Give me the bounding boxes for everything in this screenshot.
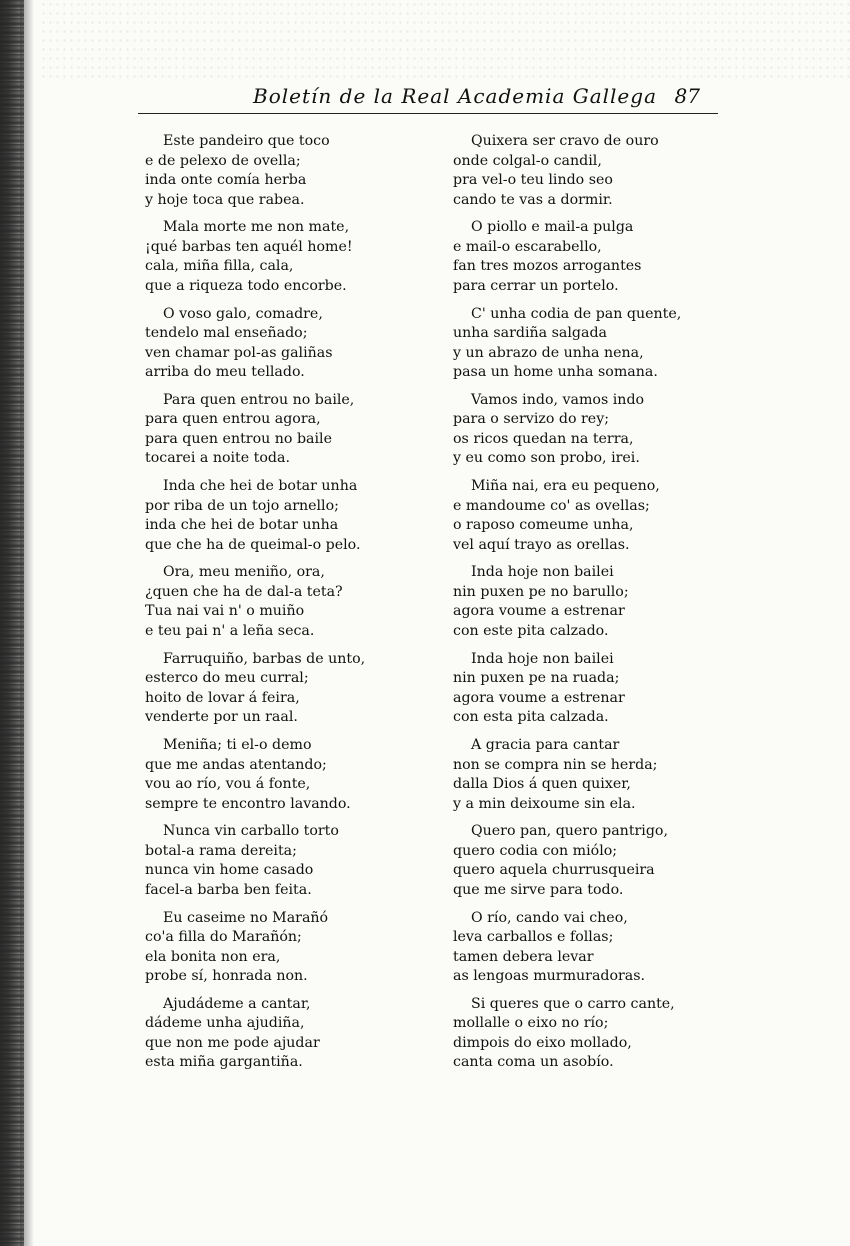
running-header (138, 82, 718, 114)
stanza (453, 218, 713, 296)
verse-line: facel-a barba ben feita. (145, 881, 312, 898)
verse-line: non se compra nin se herda; (453, 756, 658, 773)
verse-line: Inda hoje non bailei (471, 564, 614, 581)
verse-line: A gracia para cantar (471, 737, 620, 754)
journal-title: Boletín de la Real Academia Gallega (253, 84, 657, 108)
verse-line: fan tres mozos arrogantes (453, 258, 642, 275)
verse-line: que non me pode ajudar (145, 1034, 320, 1051)
stanza (145, 391, 385, 469)
stanza (453, 822, 713, 900)
stanza (145, 218, 385, 296)
verse-line: hoito de lovar á feira, (145, 689, 300, 706)
verse-line: nin puxen pe na ruada; (453, 670, 620, 687)
verse-line: Para quen entrou no baile, (163, 391, 355, 408)
stanza (453, 736, 713, 814)
verse-line: para quen entrou agora, (145, 411, 321, 428)
verse-line: cala, miña filla, cala, (145, 258, 294, 275)
verse-line: y un abrazo de unha nena, (453, 344, 644, 361)
verse-line: Meniña; ti el-o demo (163, 737, 312, 754)
verse-line: sempre te encontro lavando. (145, 795, 351, 812)
verse-line: C' unha codia de pan quente, (471, 305, 682, 322)
verse-line: agora voume a estrenar (453, 689, 625, 706)
stanza (145, 305, 385, 383)
verse-line: esta miña gargantiña. (145, 1054, 303, 1071)
stanza (453, 995, 713, 1073)
verse-line: probe sí, honrada non. (145, 968, 308, 985)
verse-line: O voso galo, comadre, (163, 305, 323, 322)
paper-speckle (40, 0, 850, 80)
verse-line: quero aquela churrusqueira (453, 862, 655, 879)
verse-line: dimpois do eixo mollado, (453, 1034, 632, 1051)
verse-line: pra vel-o teu lindo seo (453, 172, 613, 188)
verse-line: leva carballos e follas; (453, 929, 614, 946)
stanza (453, 563, 713, 641)
verse-line: y hoje toca que rabea. (145, 191, 305, 208)
stanza (453, 650, 713, 728)
left-column (145, 132, 385, 1081)
stanza (145, 909, 385, 987)
verse-line: Miña nai, era eu pequeno, (471, 478, 660, 495)
verse-line: Ora, meu meniño, ora, (163, 564, 325, 581)
stanza (453, 391, 713, 469)
verse-line: que me andas atentando; (145, 756, 327, 773)
verse-line: venderte por un raal. (145, 709, 298, 726)
verse-line: Eu caseime no Marañó (163, 909, 329, 926)
verse-line: con este pita calzado. (453, 622, 609, 639)
verse-line: Ajudádeme a cantar, (163, 995, 311, 1012)
stanza (453, 909, 713, 987)
verse-line: o raposo comeume unha, (453, 517, 634, 534)
verse-line: dádeme unha ajudiña, (145, 1015, 305, 1032)
verse-line: Quero pan, quero pantrigo, (471, 823, 668, 840)
verse-line: e teu pai n' a leña seca. (145, 622, 315, 639)
verse-line: e mandoume co' as ovellas; (453, 497, 650, 514)
stanza (145, 822, 385, 900)
verse-line: ¡qué barbas ten aquél home! (145, 238, 353, 255)
verse-line: para cerrar un portelo. (453, 277, 619, 294)
verse-line: y a min deixoume sin ela. (453, 795, 636, 812)
verse-line: pasa un home unha somana. (453, 364, 658, 381)
verse-line: as lengoas murmuradoras. (453, 968, 646, 985)
verse-line: e de pelexo de ovella; (145, 152, 301, 169)
verse-line: para o servizo do rey; (453, 411, 609, 428)
verse-line: que a riqueza todo encorbe. (145, 277, 347, 294)
verse-line: co'a filla do Marañón; (145, 929, 302, 946)
verse-line: Tua nai vai n' o muiño (145, 603, 305, 620)
stanza (145, 995, 385, 1073)
right-column (453, 132, 713, 1081)
stanza (453, 477, 713, 555)
verse-line: quero codia con miólo; (453, 842, 618, 859)
verse-line: ¿quen che ha de dal-a teta? (145, 583, 343, 600)
verse-line: inda che hei de botar unha (145, 517, 339, 534)
verse-line: Este pandeiro que toco (163, 133, 330, 149)
stanza (145, 563, 385, 641)
verse-line: para quen entrou no baile (145, 430, 332, 447)
verse-line: y eu como son probo, irei. (453, 450, 640, 467)
verse-line: Si queres que o carro cante, (471, 995, 675, 1012)
verse-line: Inda che hei de botar unha (163, 478, 358, 495)
verse-line: dalla Dios á quen quixer, (453, 776, 631, 793)
verse-line: ela bonita non era, (145, 948, 281, 965)
verse-line: tamen debera levar (453, 948, 594, 965)
verse-line: botal-a rama dereita; (145, 842, 297, 859)
verse-line: por riba de un tojo arnello; (145, 497, 339, 514)
verse-line: Quixera ser cravo de ouro (471, 133, 659, 149)
verse-line: vou ao río, vou á fonte, (145, 776, 311, 793)
verse-line: canta coma un asobío. (453, 1054, 614, 1071)
verse-line: que che ha de queimal-o pelo. (145, 536, 361, 553)
verse-line: os ricos quedan na terra, (453, 430, 634, 447)
stanza (145, 477, 385, 555)
verse-line: esterco do meu curral; (145, 670, 309, 687)
header-rule (138, 113, 718, 114)
verse-line: Vamos indo, vamos indo (471, 391, 645, 408)
verse-line: mollalle o eixo no río; (453, 1015, 609, 1032)
verse-line: nunca vin home casado (145, 862, 314, 879)
verse-line: agora voume a estrenar (453, 603, 625, 620)
verse-line: con esta pita calzada. (453, 709, 609, 726)
stanza (453, 305, 713, 383)
verse-line: Farruquiño, barbas de unto, (163, 650, 366, 667)
verse-line: cando te vas a dormir. (453, 191, 613, 208)
verse-line: vel aquí trayo as orellas. (453, 536, 630, 553)
verse-line: Inda hoje non bailei (471, 650, 614, 667)
verse-line: O piollo e mail-a pulga (471, 219, 634, 236)
verse-line: inda onte comía herba (145, 172, 307, 188)
verse-line: que me sirve para todo. (453, 881, 624, 898)
verse-line: tocarei a noite toda. (145, 450, 290, 467)
verse-line: e mail-o escarabello, (453, 238, 602, 255)
stanza (145, 736, 385, 814)
verse-line: nin puxen pe no barullo; (453, 583, 629, 600)
stanza (145, 132, 385, 210)
verse-line: onde colgal-o candil, (453, 152, 602, 169)
page-number: 87 (674, 84, 700, 108)
verse-line: ven chamar pol-as galiñas (145, 344, 333, 361)
stanza (145, 650, 385, 728)
verse-line: Mala morte me non mate, (163, 219, 350, 236)
verse-line: O río, cando vai cheo, (471, 909, 628, 926)
verse-line: Nunca vin carballo torto (163, 823, 339, 840)
stanza (453, 132, 713, 210)
verse-line: unha sardiña salgada (453, 325, 607, 342)
binding-shadow (20, 0, 34, 1246)
verse-line: tendelo mal enseñado; (145, 325, 308, 342)
verse-line: arriba do meu tellado. (145, 364, 305, 381)
